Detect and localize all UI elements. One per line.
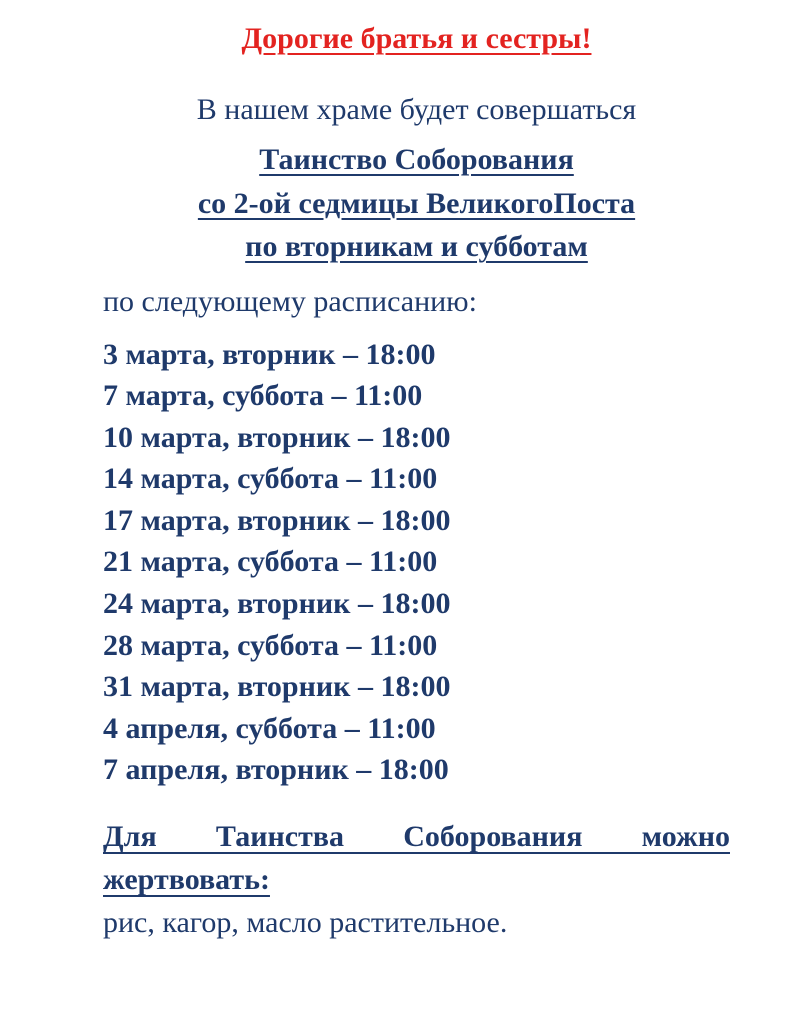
title-line-sacrament: Таинство Соборования bbox=[259, 143, 574, 176]
announcement-heading: Дорогие братья и сестры! bbox=[241, 22, 592, 55]
schedule-row: 4 апреля, суббота – 11:00 bbox=[103, 711, 436, 745]
schedule-list bbox=[103, 334, 730, 792]
schedule-row: 3 марта, вторник – 18:00 bbox=[103, 337, 436, 371]
donation-block bbox=[103, 815, 730, 942]
donation-items: рис, кагор, масло растительное. bbox=[103, 906, 508, 940]
schedule-row: 24 марта, вторник – 18:00 bbox=[103, 587, 451, 621]
schedule-intro: по следующему расписанию: bbox=[103, 284, 477, 318]
intro-line: В нашем храме будет совершаться bbox=[196, 93, 637, 126]
schedule-row: 14 марта, суббота – 11:00 bbox=[103, 462, 438, 496]
schedule-row: 10 марта, вторник – 18:00 bbox=[103, 420, 451, 454]
sacrament-title-block bbox=[103, 138, 730, 269]
title-line-days: по вторникам и субботам bbox=[245, 230, 588, 263]
donation-heading-line1: Для Таинства Соборования можно bbox=[103, 820, 730, 854]
schedule-row: 17 марта, вторник – 18:00 bbox=[103, 503, 451, 537]
schedule-row: 31 марта, вторник – 18:00 bbox=[103, 670, 451, 704]
schedule-row: 7 марта, суббота – 11:00 bbox=[103, 379, 423, 413]
schedule-row: 7 апреля, вторник – 18:00 bbox=[103, 753, 449, 787]
schedule-row: 21 марта, суббота – 11:00 bbox=[103, 545, 438, 579]
schedule-row: 28 марта, суббота – 11:00 bbox=[103, 628, 438, 662]
donation-heading-line2: жертвовать: bbox=[103, 863, 270, 897]
title-line-week: со 2-ой седмицы ВеликогоПоста bbox=[197, 186, 636, 220]
